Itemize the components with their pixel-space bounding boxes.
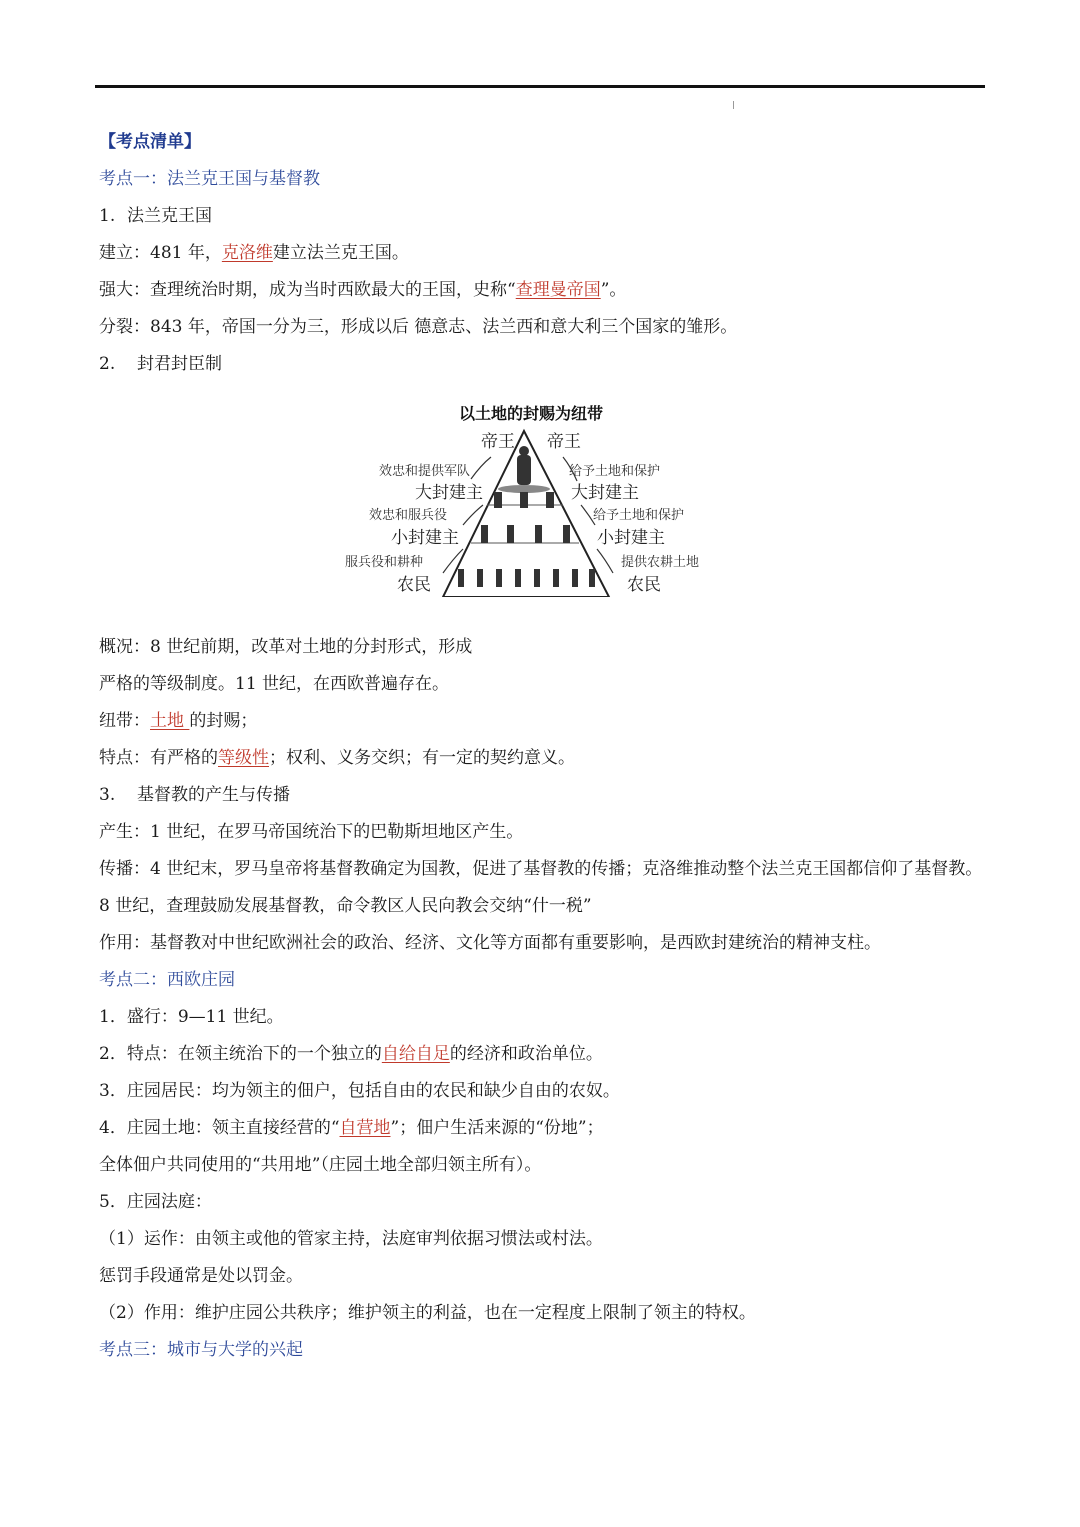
overview-line-2: 严格的等级制度。11 世纪，在西欧普遍存在。	[99, 674, 450, 694]
text: 纽带：	[99, 711, 150, 731]
item-title: 封君封臣制	[137, 354, 222, 374]
grant-label: 给予土地和保护	[593, 508, 685, 523]
section-title: 【考点清单】	[99, 132, 201, 152]
king-head	[519, 446, 529, 456]
answer-blank: 自给自足	[381, 1044, 450, 1064]
manor-item-5-2: （2）作用：维护庄园公共秩序；维护领主的利益，也在一定程度上限制了领主的特权。	[99, 1303, 756, 1323]
founding-line	[99, 235, 989, 272]
tithe-line: 8 世纪，查理鼓励发展基督教，命令教区人民向教会交纳“什一税”	[99, 896, 592, 916]
strong-line	[99, 272, 989, 309]
diagram-title: 以土地的封赐为纽带	[459, 404, 604, 423]
text: 的经济和政治单位。	[449, 1044, 603, 1064]
vassal-figure	[507, 525, 514, 543]
peasant-figure	[589, 569, 595, 587]
text: 特点：有严格的	[99, 748, 218, 768]
duty-label: 效忠和服兵役	[369, 508, 448, 523]
lord-figure	[546, 492, 554, 508]
manor-item-4-cont: 全体佃户共同使用的“共用地”（庄园土地全部归领主所有）。	[99, 1155, 542, 1175]
peasant-figure	[553, 569, 559, 587]
lord-figure	[494, 492, 502, 508]
lord-label-right: 大封建主	[571, 483, 639, 503]
manor-item-2	[99, 1036, 989, 1073]
text: ；权利、义务交织；有一定的契约意义。	[269, 748, 575, 768]
peasant-figure	[496, 569, 502, 587]
text: 建立法兰克王国。	[272, 243, 409, 263]
vassal-figure	[535, 525, 542, 543]
manor-item-1: 1．盛行：9—11 世纪。	[99, 1007, 284, 1027]
lord-figure	[520, 492, 528, 508]
king-figure	[517, 455, 531, 485]
peasant-figure	[572, 569, 578, 587]
manor-item-3: 3．庄园居民：均为领主的佃户，包括自由的农民和缺少自由的农奴。	[99, 1081, 620, 1101]
vassal-label-right: 小封建主	[597, 528, 665, 548]
item-3-heading	[99, 777, 989, 814]
item-number: 2.	[99, 354, 116, 374]
document-body	[99, 124, 989, 1369]
item-2-heading	[99, 346, 989, 383]
text: 建立：481 年，	[99, 243, 222, 263]
text: 4．庄园土地：领主直接经营的“	[99, 1118, 340, 1138]
peasant-figure	[477, 569, 483, 587]
answer-blank: 克洛维	[221, 243, 273, 263]
feature-line	[99, 740, 989, 777]
effect-line: 作用：基督教对中世纪欧洲社会的政治、经济、文化等方面都有重要影响，是西欧封建统治的精神支柱。	[99, 933, 881, 953]
duty-label: 效忠和提供军队	[379, 464, 471, 479]
feudal-pyramid-diagram	[99, 383, 989, 629]
overview-line-1: 概况：8 世纪前期，改革对土地的分封形式，形成	[99, 637, 473, 657]
text: ”；佃户生活来源的“份地”；	[390, 1118, 604, 1138]
answer-blank: 土地	[150, 711, 190, 731]
duty-label: 服兵役和耕种	[345, 555, 424, 570]
peasant-figure	[515, 569, 521, 587]
peasant-figure	[458, 569, 464, 587]
text: 强大：查理统治时期，成为当时西欧最大的王国，史称“	[99, 280, 516, 300]
split-line: 分裂：843 年，帝国一分为三，形成以后 德意志、法兰西和意大利三个国家的雏形。	[99, 317, 738, 337]
kaodian-3-heading: 考点三：城市与大学的兴起	[99, 1340, 303, 1360]
answer-blank: 查理曼帝国	[515, 280, 601, 300]
manor-item-5-1-cont: 惩罚手段通常是处以罚金。	[99, 1266, 303, 1286]
answer-blank: 自营地	[339, 1118, 391, 1138]
manor-item-4	[99, 1110, 989, 1147]
header-tick	[733, 101, 734, 109]
king-label-right: 帝王	[547, 432, 581, 452]
item-number: 1.	[99, 206, 116, 226]
header-rule	[95, 85, 985, 88]
vassal-figure	[481, 525, 488, 543]
item-1-heading	[99, 198, 989, 235]
peasant-label-left: 农民	[397, 575, 431, 595]
text: 2．特点：在领主统治下的一个独立的	[99, 1044, 382, 1064]
grant-label: 提供农耕土地	[621, 555, 700, 570]
origin-line: 产生：1 世纪，在罗马帝国统治下的巴勒斯坦地区产生。	[99, 822, 524, 842]
kaodian-2-heading: 考点二：西欧庄园	[99, 970, 235, 990]
manor-item-5: 5．庄园法庭：	[99, 1192, 212, 1212]
lord-label-left: 大封建主	[415, 483, 483, 503]
arrow-up-icon	[471, 457, 491, 479]
bond-line	[99, 703, 989, 740]
peasant-figure	[534, 569, 540, 587]
kaodian-1-heading: 考点一：法兰克王国与基督教	[99, 169, 320, 189]
item-title: 法兰克王国	[127, 206, 212, 226]
vassal-figure	[563, 525, 570, 543]
king-label-left: 帝王	[481, 432, 515, 452]
text: ”。	[600, 280, 627, 300]
item-number: 3.	[99, 785, 116, 805]
peasant-label-right: 农民	[627, 575, 661, 595]
answer-blank: 等级性	[218, 748, 269, 768]
arrow-down-icon	[597, 549, 613, 573]
text: 的封赐；	[189, 711, 258, 731]
pyramid-figure	[341, 383, 721, 597]
king-pedestal	[498, 485, 550, 493]
grant-label: 给予土地和保护	[569, 464, 661, 479]
spread-paragraph: 传播：4 世纪末，罗马皇帝将基督教确定为国教，促进了基督教的传播；克洛维推动整个法兰克王国都信仰了基督教。	[99, 859, 983, 879]
vassal-label-left: 小封建主	[391, 528, 459, 548]
manor-item-5-1: （1）运作：由领主或他的管家主持，法庭审判依据习惯法或村法。	[99, 1229, 603, 1249]
item-title: 基督教的产生与传播	[137, 785, 290, 805]
